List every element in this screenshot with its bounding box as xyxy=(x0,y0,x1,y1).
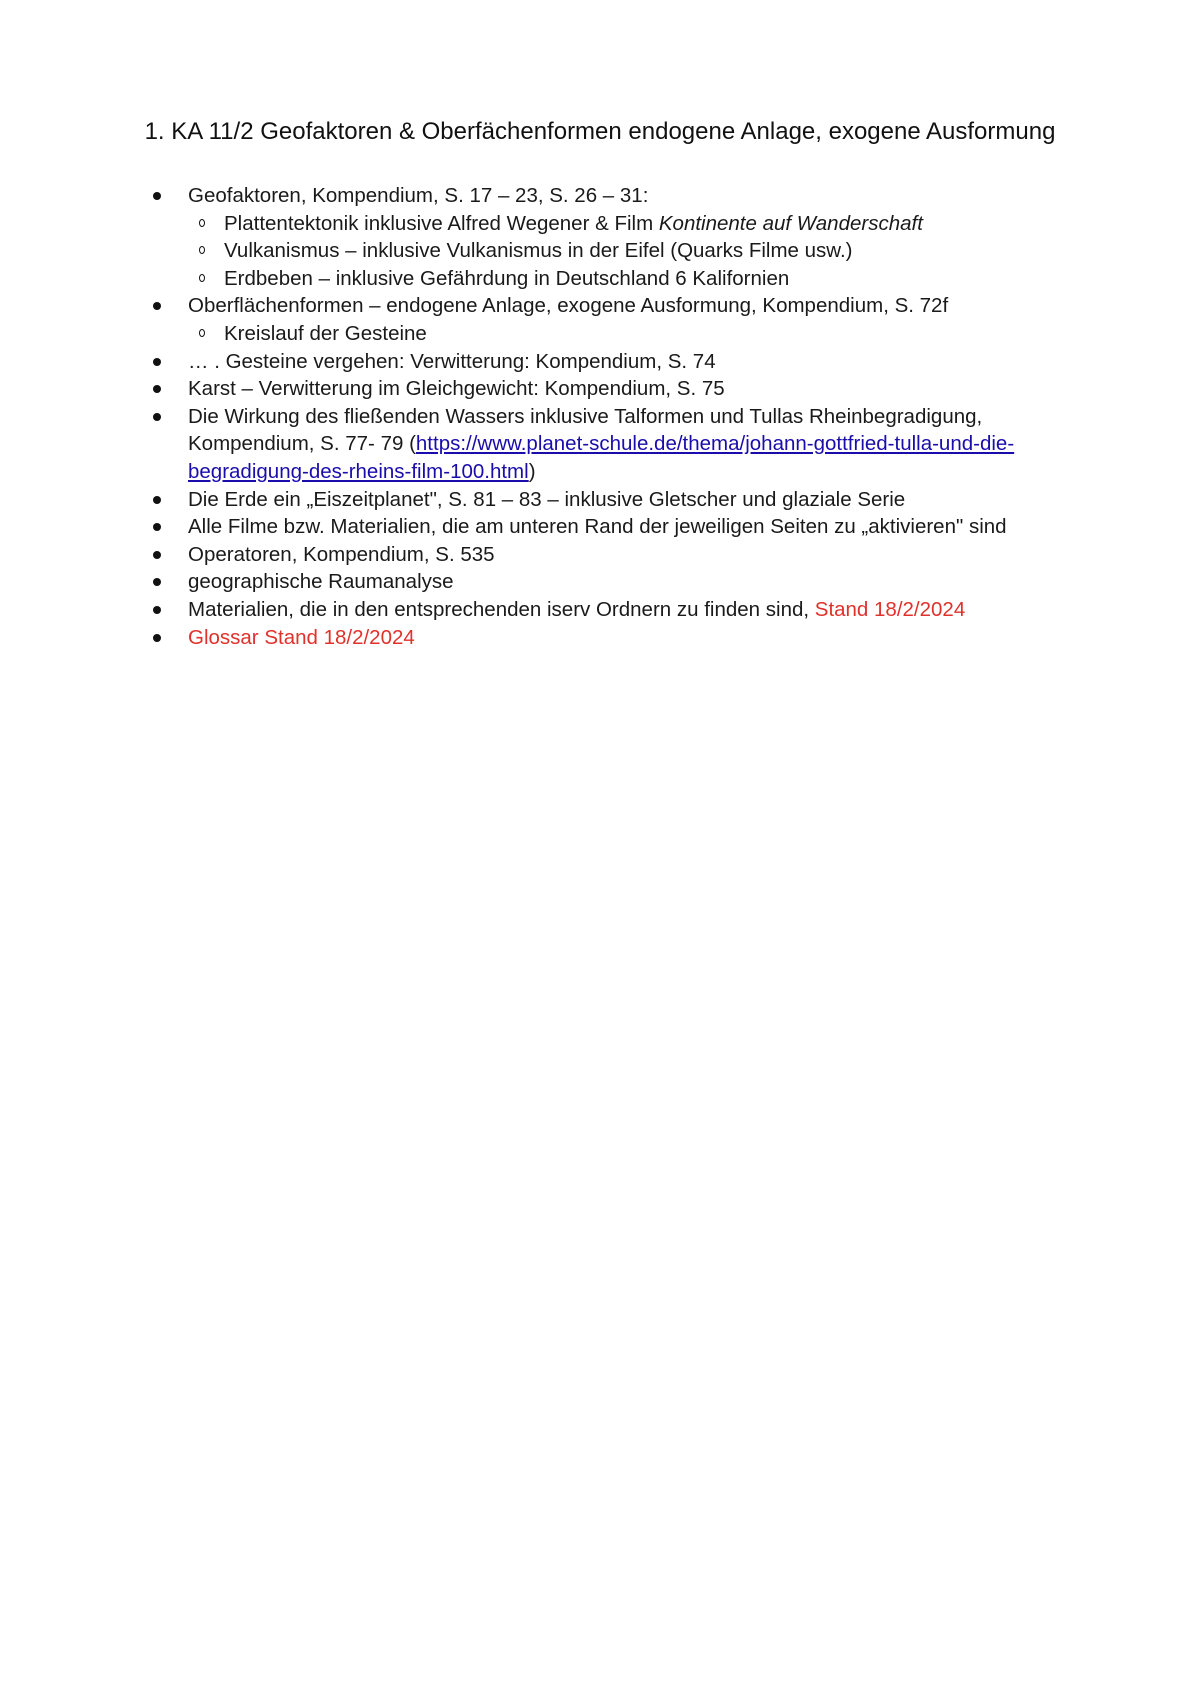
list-item-text: Die Erde ein „Eiszeitplanet", S. 81 – 83 – inklusive Gletscher und glaziale Serie xyxy=(188,487,906,511)
bullet-icon xyxy=(153,385,161,393)
bullet-icon xyxy=(153,551,161,559)
sub-list-item xyxy=(188,320,1090,348)
list-item xyxy=(150,486,1090,514)
link-prefix: ( xyxy=(403,432,416,456)
circle-bullet-icon xyxy=(199,274,205,282)
bullet-icon xyxy=(153,192,161,200)
topic-list xyxy=(150,182,1090,651)
circle-bullet-icon xyxy=(199,329,205,337)
planet-schule-link[interactable]: https://www.planet-schule.de/thema/johann-gottfried-tulla-und-die-begradigung-des-rheins-film-100.html xyxy=(188,432,1015,483)
list-item xyxy=(150,292,1090,347)
list-item xyxy=(150,403,1090,486)
list-item xyxy=(150,348,1090,376)
list-item-text: Die Wirkung des fließenden Wassers inklusive Talformen und Tullas Rheinbegradigung, Kompendium, S. 77- 79 xyxy=(188,404,983,456)
list-item-text: … . Gesteine vergehen: Verwitterung: Kompendium, S. 74 xyxy=(188,349,716,373)
list-item-text: Materialien, die in den entsprechenden iserv Ordnern zu finden sind, xyxy=(188,597,815,621)
sub-list xyxy=(188,320,1090,348)
list-item xyxy=(150,182,1090,292)
list-item xyxy=(150,624,1090,652)
bullet-icon xyxy=(153,413,161,421)
sub-list xyxy=(188,210,1090,293)
link-suffix: ) xyxy=(528,459,536,483)
bullet-icon xyxy=(153,496,161,504)
sub-list-item-text: Plattentektonik inklusive Alfred Wegener & Film xyxy=(224,211,659,235)
film-title: Kontinente auf Wanderschaft xyxy=(658,211,923,235)
stand-date-note: Stand 18/2/2024 xyxy=(814,597,966,621)
circle-bullet-icon xyxy=(199,246,205,254)
list-item-text: geographische Raumanalyse xyxy=(188,570,454,594)
page-title xyxy=(130,117,1070,146)
list-item-text: Karst – Verwitterung im Gleichgewicht: Kompendium, S. 75 xyxy=(188,377,725,401)
bullet-icon xyxy=(153,523,161,531)
list-item xyxy=(150,375,1090,403)
sub-list-item-text: Erdbeben – inklusive Gefährdung in Deutschland 6 Kalifornien xyxy=(224,266,790,290)
title-number: 1. xyxy=(144,118,165,145)
list-item xyxy=(150,568,1090,596)
list-item-text: Geofaktoren, Kompendium, S. 17 – 23, S. 26 – 31: xyxy=(188,184,649,207)
list-item-text: Alle Filme bzw. Materialien, die am unteren Rand der jeweiligen Seiten zu „aktivieren" sind xyxy=(188,515,1007,539)
circle-bullet-icon xyxy=(199,219,205,227)
sub-list-item-text: Kreislauf der Gesteine xyxy=(224,321,427,345)
sub-list-item-text: Vulkanismus – inklusive Vulkanismus in der Eifel (Quarks Filme usw.) xyxy=(224,239,853,263)
sub-list-item xyxy=(188,210,1090,238)
list-item-text: Operatoren, Kompendium, S. 535 xyxy=(188,542,495,566)
bullet-icon xyxy=(153,578,161,586)
sub-list-item xyxy=(188,265,1090,293)
list-item xyxy=(150,541,1090,569)
list-item xyxy=(150,513,1090,541)
title-text: KA 11/2 Geofaktoren & Oberfächenformen endogene Anlage, exogene Ausformung xyxy=(171,118,1056,145)
bullet-icon xyxy=(153,358,161,366)
list-item-text: Oberflächenformen – endogene Anlage, exogene Ausformung, Kompendium, S. 72f xyxy=(188,294,949,318)
bullet-icon xyxy=(153,606,161,614)
sub-list-item xyxy=(188,237,1090,265)
glossar-stand-note: Glossar Stand 18/2/2024 xyxy=(188,625,415,649)
list-item xyxy=(150,596,1090,624)
bullet-icon xyxy=(153,634,161,642)
bullet-icon xyxy=(153,302,161,310)
